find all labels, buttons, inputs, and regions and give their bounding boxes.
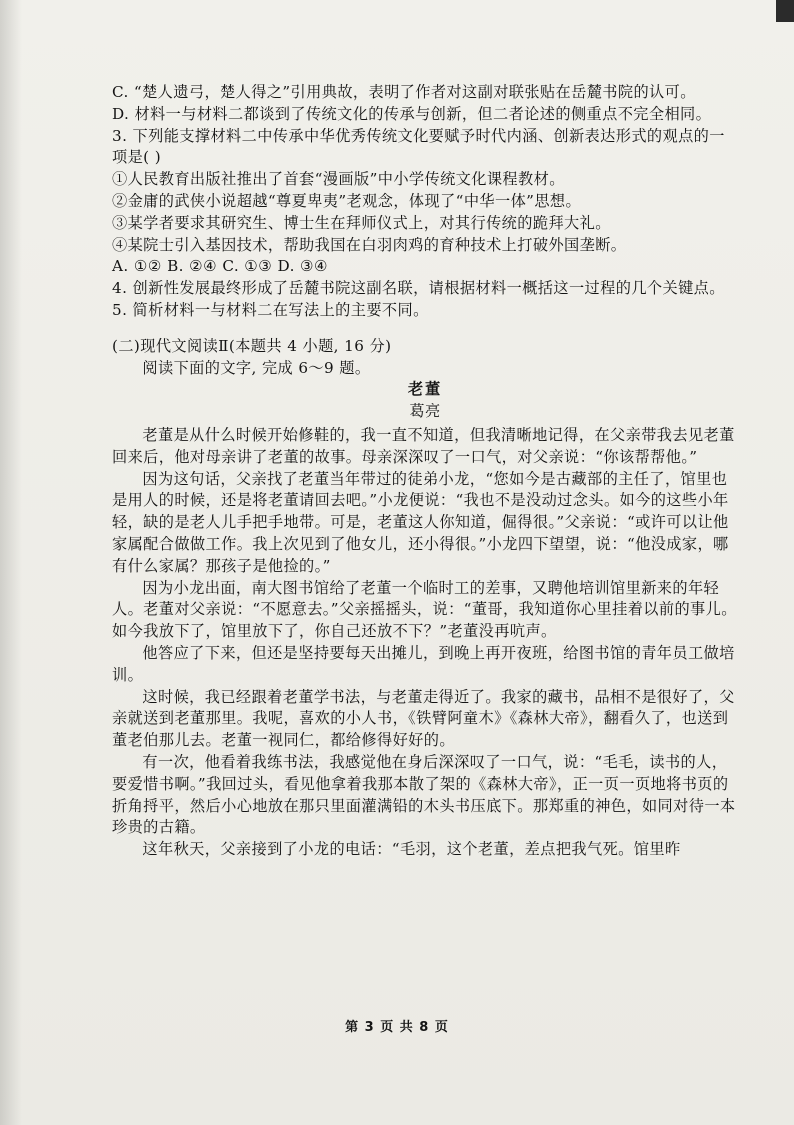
page-number: 第 3 页 共 8 页 xyxy=(345,1020,449,1035)
story-title: 老董 xyxy=(407,380,443,399)
scan-corner-mark xyxy=(776,0,794,22)
scan-edge-shadow xyxy=(0,0,22,1125)
reading-instruction: 阅读下面的文字, 完成 6～9 题。 xyxy=(142,358,371,377)
story-author: 葛亮 xyxy=(409,402,441,421)
page-content xyxy=(112,82,738,861)
story-paragraph: 老董是从什么时候开始修鞋的，我一直不知道，但我清晰地记得，在父亲带我去见老董回来后，他对母亲讲了老董的故事。母亲深深叹了一口气，对父亲说：“你该帮帮他。” xyxy=(112,425,735,466)
story-paragraph: 因为这句话，父亲找了老董当年带过的徒弟小龙，“您如今是古藏部的主任了，馆里也是用人的时候，还是将老董请回去吧。”小龙便说：“我也不是没动过念头。如今的这些小年轻，缺的是老人儿手把手地带。可是，老董这人你知道，倔得很。”父亲说：“或许可以让他家属配合做做工作。我上次见到了他女儿，还小得很。”小龙四下望望，说：“他没成家，哪有什么家属？那孩子是他捡的。” xyxy=(112,469,729,575)
story-paragraph: 有一次，他看着我练书法，我感觉他在身后深深叹了一口气，说：“毛毛，读书的人，要爱惜书啊。”我回过头，看见他拿着我那本散了架的《森林大帝》，正一页一页地将书页的折角捋平，然后小心地放在那只里面灌满铅的木头书压底下。那郑重的神色，如同对待一本珍贵的古籍。 xyxy=(112,752,736,837)
q3-item-4: ④某院士引入基因技术，帮助我国在白羽肉鸡的育种技术上打破外国垄断。 xyxy=(112,235,627,254)
option-d: D. 材料一与材料二都谈到了传统文化的传承与创新，但二者论述的侧重点不完全相同。 xyxy=(112,104,712,123)
question-3: 3. 下列能支撑材料二中传承中华优秀传统文化要赋予时代内涵、创新表达形式的观点的一项是( ) xyxy=(112,126,725,167)
q3-choices: A. ①② B. ②④ C. ①③ D. ③④ xyxy=(112,257,329,276)
question-5: 5. 简析材料一与材料二在写法上的主要不同。 xyxy=(112,300,429,319)
section-heading: (二)现代文阅读Ⅱ(本题共 4 小题, 16 分) xyxy=(112,336,392,355)
question-4: 4. 创新性发展最终形成了岳麓书院这副名联，请根据材料一概括这一过程的几个关键点。 xyxy=(112,279,725,298)
story-paragraph: 他答应了下来，但还是坚持要每天出摊儿，到晚上再开夜班，给图书馆的青年员工做培训。 xyxy=(112,643,735,684)
option-c: C. “楚人遗弓，楚人得之”引用典故，表明了作者对这副对联张贴在岳麓书院的认可。 xyxy=(112,83,696,101)
q3-item-3: ③某学者要求其研究生、博士生在拜师仪式上，对其行传统的跪拜大礼。 xyxy=(112,213,611,232)
q3-item-2: ②金庸的武侠小说超越“尊夏卑夷”老观念，体现了“中华一体”思想。 xyxy=(112,191,582,210)
story-paragraph: 因为小龙出面，南大图书馆给了老董一个临时工的差事，又聘他培训馆里新来的年轻人。老董对父亲说：“不愿意去。”父亲摇摇头，说：“董哥，我知道你心里挂着以前的事儿。如今我放下了，馆里放下了，你自己还放不下？”老董没再吭声。 xyxy=(112,578,737,641)
story-paragraph: 这年秋天，父亲接到了小龙的电话：“毛羽，这个老董，差点把我气死。馆里昨 xyxy=(142,840,681,859)
q3-item-1: ①人民教育出版社推出了首套“漫画版”中小学传统文化课程教材。 xyxy=(112,170,565,189)
story-paragraph: 这时候，我已经跟着老董学书法，与老董走得近了。我家的藏书，品相不是很好了，父亲就送到老董那里。我呢，喜欢的小人书，《铁臂阿童木》《森林大帝》，翻看久了，也送到董老伯那儿去。老董一视同仁，都给修得好好的。 xyxy=(112,687,735,750)
